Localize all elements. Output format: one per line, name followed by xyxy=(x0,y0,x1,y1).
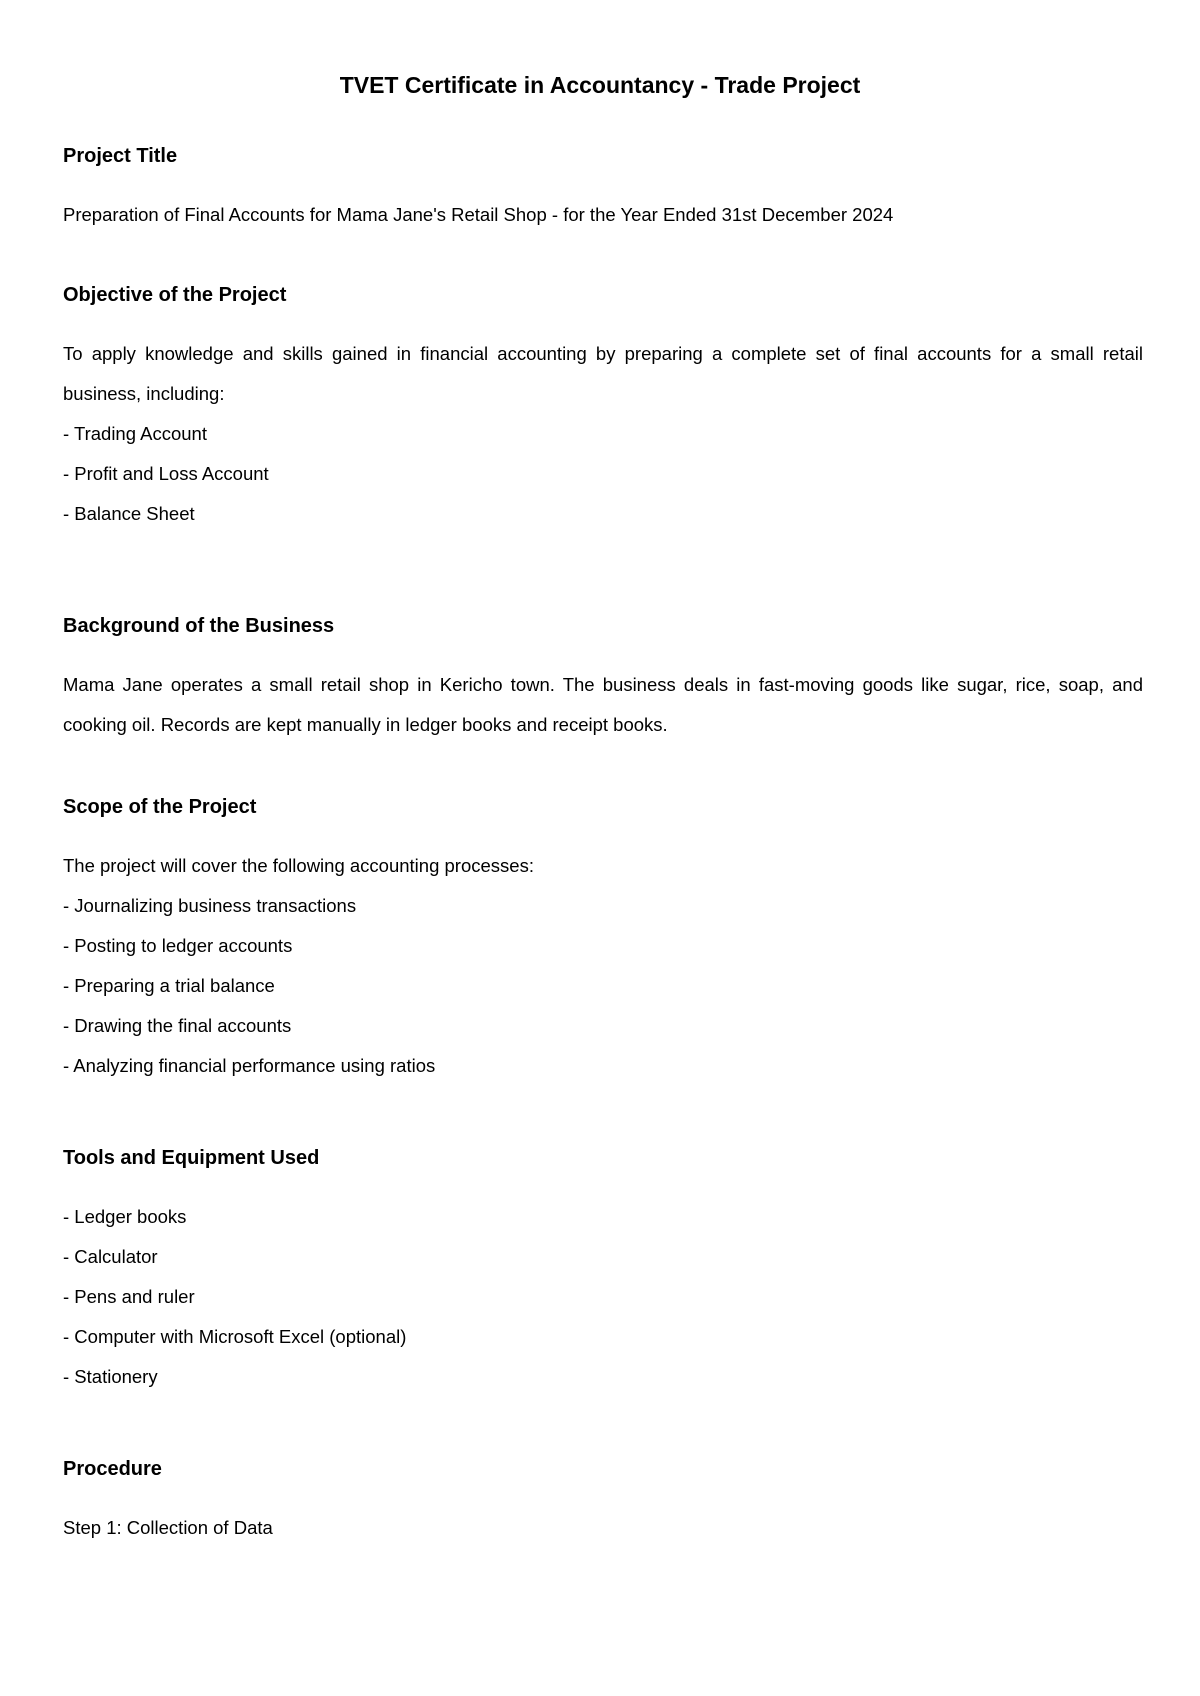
section-procedure xyxy=(63,1454,1143,1548)
background-text: Mama Jane operates a small retail shop in Kericho town. The business deals in fast-moving goods like sugar, rice, soap, and cooking oil. Records are kept manually in ledger books and receipt books. xyxy=(63,674,1143,735)
section-heading: Objective of the Project xyxy=(63,284,287,306)
section-tools xyxy=(63,1143,1143,1397)
tools-list xyxy=(63,1197,1143,1397)
scope-list xyxy=(63,886,1143,1086)
list-item: - Calculator xyxy=(63,1246,158,1267)
section-heading: Tools and Equipment Used xyxy=(63,1147,320,1169)
list-item: - Posting to ledger accounts xyxy=(63,935,293,956)
list-item: - Pens and ruler xyxy=(63,1286,195,1307)
list-item: - Balance Sheet xyxy=(63,503,195,524)
list-item: - Ledger books xyxy=(63,1206,187,1227)
document-title: TVET Certificate in Accountancy - Trade Project xyxy=(339,72,861,98)
section-scope xyxy=(63,792,1143,1086)
section-project-title xyxy=(63,141,1143,235)
procedure-step-1: Step 1: Collection of Data xyxy=(63,1517,273,1538)
scope-intro: The project will cover the following accounting processes: xyxy=(63,855,534,876)
section-heading: Procedure xyxy=(63,1458,162,1480)
list-item: - Stationery xyxy=(63,1366,158,1387)
list-item: - Analyzing financial performance using ratios xyxy=(63,1055,436,1076)
section-background xyxy=(63,611,1143,745)
list-item: - Trading Account xyxy=(63,423,207,444)
objective-list xyxy=(63,414,1143,534)
objective-text: To apply knowledge and skills gained in financial accounting by preparing a complete set of final accounts for a small retail business, including: xyxy=(63,343,1143,404)
section-heading: Project Title xyxy=(63,145,178,167)
section-heading: Scope of the Project xyxy=(63,796,257,818)
list-item: - Computer with Microsoft Excel (optional) xyxy=(63,1326,407,1347)
section-objective xyxy=(63,280,1143,534)
list-item: - Journalizing business transactions xyxy=(63,895,357,916)
project-title-text: Preparation of Final Accounts for Mama Jane's Retail Shop - for the Year Ended 31st December 2024 xyxy=(63,204,894,225)
list-item: - Preparing a trial balance xyxy=(63,975,275,996)
section-heading: Background of the Business xyxy=(63,615,335,637)
list-item: - Profit and Loss Account xyxy=(63,463,269,484)
list-item: - Drawing the final accounts xyxy=(63,1015,292,1036)
